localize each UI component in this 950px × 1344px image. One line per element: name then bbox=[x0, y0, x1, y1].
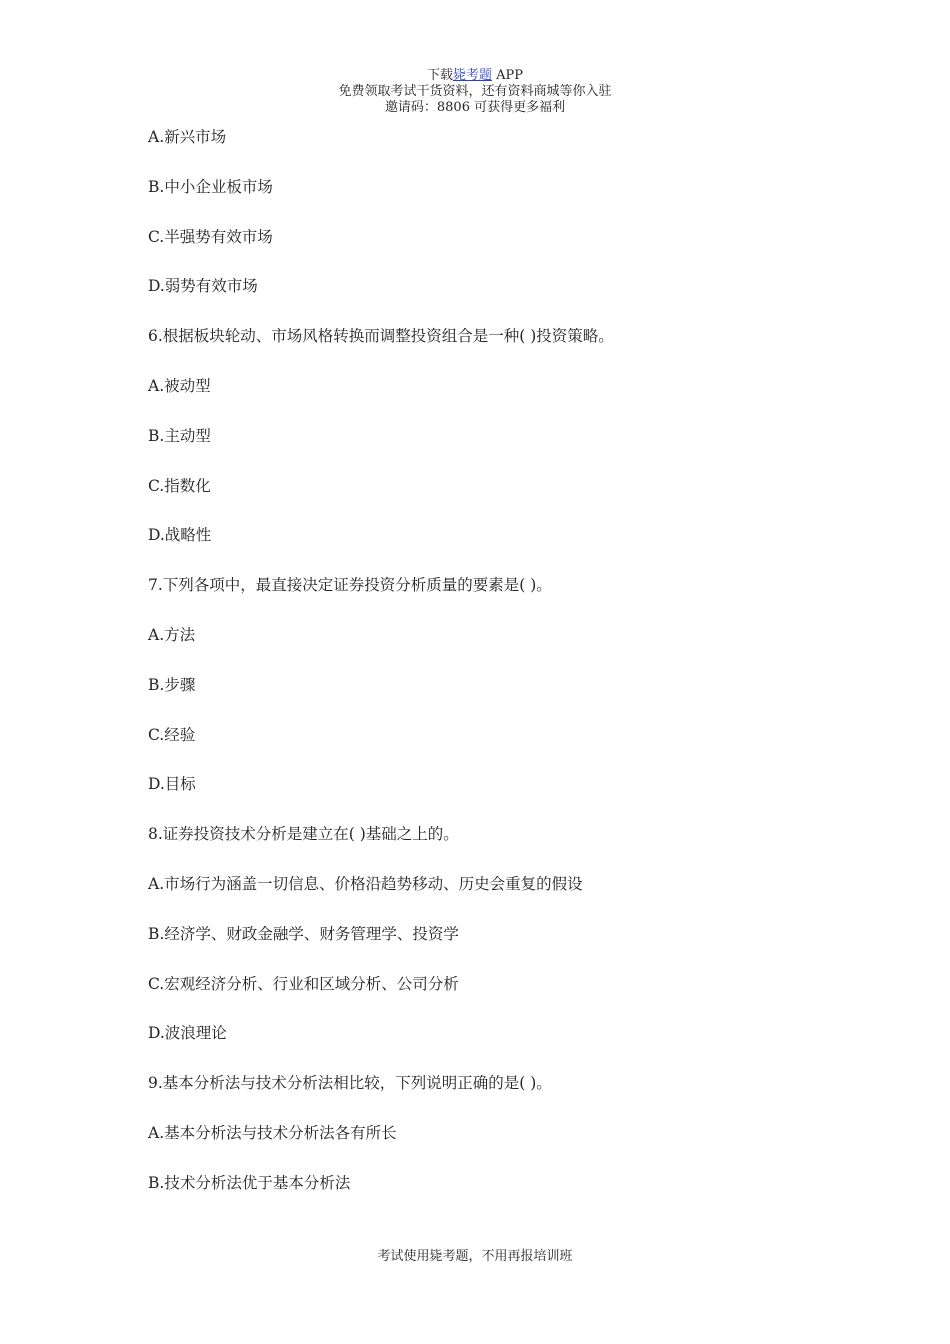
q8-option-c: C.宏观经济分析、行业和区域分析、公司分析 bbox=[148, 974, 459, 993]
question-content bbox=[148, 126, 848, 1222]
header-prefix: 下载 bbox=[426, 68, 453, 83]
page-header bbox=[0, 68, 950, 116]
q7-option-b: B.步骤 bbox=[148, 675, 196, 694]
option-c-semi-strong: C.半强势有效市场 bbox=[148, 227, 273, 246]
q6-option-c: C.指数化 bbox=[148, 476, 211, 495]
q9-option-b: B.技术分析法优于基本分析法 bbox=[148, 1173, 351, 1192]
q9-option-a: A.基本分析法与技术分析法各有所长 bbox=[148, 1123, 397, 1142]
q6-option-b: B.主动型 bbox=[148, 426, 211, 445]
option-d-weak-form: D.弱势有效市场 bbox=[148, 277, 258, 296]
question-6: 6.根据板块轮动、市场风格转换而调整投资组合是一种( )投资策略。 bbox=[148, 327, 614, 346]
option-a-new-market: A.新兴市场 bbox=[148, 128, 227, 146]
q7-option-d: D.目标 bbox=[148, 775, 196, 794]
app-link[interactable]: 毙考题 bbox=[452, 68, 492, 83]
q8-option-b: B.经济学、财政金融学、财务管理学、投资学 bbox=[148, 924, 459, 943]
header-suffix: APP bbox=[496, 68, 524, 83]
header-invite-line: 邀请码：8806 可获得更多福利 bbox=[384, 100, 566, 115]
q6-option-d: D.战略性 bbox=[148, 526, 212, 545]
option-b-sme-board: B.中小企业板市场 bbox=[148, 177, 273, 196]
q8-option-d: D.波浪理论 bbox=[148, 1024, 227, 1043]
header-promo-line: 免费领取考试干货资料，还有资料商城等你入驻 bbox=[338, 84, 612, 99]
q7-option-a: A.方法 bbox=[148, 625, 196, 644]
header-download-line bbox=[0, 68, 950, 84]
q6-option-a: A.被动型 bbox=[148, 376, 211, 395]
page-footer: 考试使用毙考题，不用再报培训班 bbox=[377, 1249, 573, 1264]
question-7: 7.下列各项中，最直接决定证券投资分析质量的要素是( )。 bbox=[148, 576, 552, 595]
q7-option-c: C.经验 bbox=[148, 725, 196, 744]
question-9: 9.基本分析法与技术分析法相比较，下列说明正确的是( )。 bbox=[148, 1074, 552, 1093]
question-8: 8.证券投资技术分析是建立在( )基础之上的。 bbox=[148, 825, 459, 844]
q8-option-a: A.市场行为涵盖一切信息、价格沿趋势移动、历史会重复的假设 bbox=[148, 874, 583, 893]
